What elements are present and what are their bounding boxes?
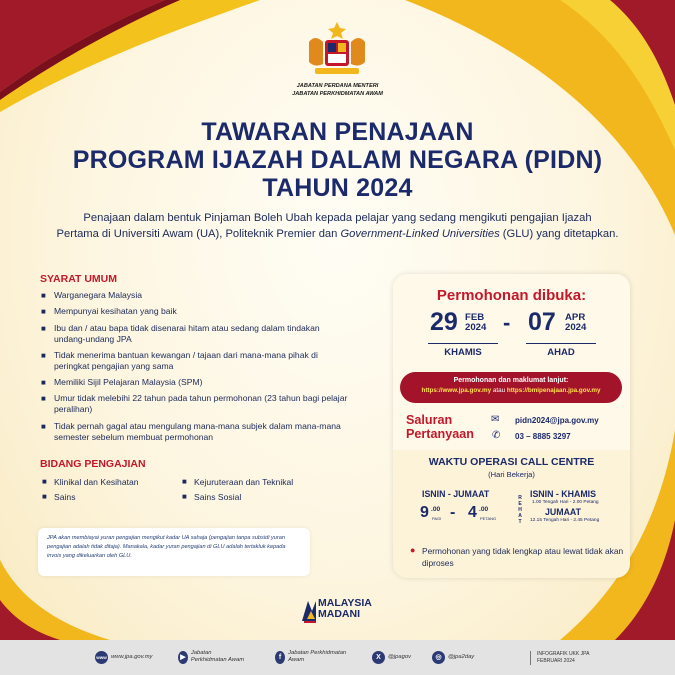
end-day: 07 <box>528 308 556 336</box>
youtube-icon: ▶ <box>178 651 188 664</box>
rehat-vertical-label: R E H A T <box>518 495 522 525</box>
coat-of-arms-logo <box>301 20 373 80</box>
list-item <box>40 393 350 415</box>
hours-dash: - <box>450 504 456 521</box>
checkbox-bullet-icon: ■ <box>41 307 46 317</box>
list-item <box>40 290 350 301</box>
checkbox-bullet-icon: ■ <box>182 492 187 501</box>
contact-phone[interactable]: 03 – 8885 3297 <box>515 432 571 441</box>
checkbox-bullet-icon: ■ <box>41 421 46 431</box>
intro-line-2-start: Pertama di Universiti Awam (UA), Politeknik Premier dan <box>56 228 341 240</box>
globe-icon: www <box>95 651 108 664</box>
end-hour-period: PETANG <box>480 516 497 521</box>
bidang-title: BIDANG PENGAJIAN <box>40 458 146 470</box>
facebook-icon: f <box>275 651 285 664</box>
checkbox-bullet-icon: ■ <box>41 323 46 333</box>
madani-line-2: MADANI <box>318 608 360 620</box>
start-year: 2024 <box>465 322 487 333</box>
checkbox-bullet-icon: ■ <box>41 291 46 300</box>
warning-bullet-icon: ● <box>410 545 416 555</box>
madani-wordmark <box>318 598 372 620</box>
intro-line-2-italic: Government-Linked Universities <box>340 228 500 240</box>
bmipenajaan-link[interactable]: https://bmipenajaan.jpa.gov.my <box>506 387 601 394</box>
infographic-credit <box>530 651 589 665</box>
bidang-item-text: Kejuruteraan dan Teknikal <box>194 477 294 487</box>
intro-line-1: Penajaan dalam bentuk Pinjaman Boleh Ubah kepada pelajar yang sedang mengikuti pengajian Ijazah <box>83 212 592 224</box>
syarat-title: SYARAT UMUM <box>40 273 118 285</box>
credit-line-2: FEBRUARI 2024 <box>537 658 575 664</box>
title-line-1: TAWARAN PENAJAAN <box>201 118 474 146</box>
checkbox-bullet-icon: ■ <box>41 394 46 404</box>
bidang-item <box>182 492 242 502</box>
end-year: 2024 <box>565 322 587 333</box>
fee-note: JPA akan membiayai yuran pengajian mengikut kadar UA sahaja (pengajian tanpa subsidi yuran pengajian adalah tidak ditaja). Manakala, kadar yuran pengajian di GLU adalah tertakluk kepada invois yang dikeluarkan oleh GLU. <box>38 528 310 576</box>
enquiry-channel-label <box>406 413 474 441</box>
footer-facebook-text: Jabatan Perkhidmatan Awam <box>288 650 347 663</box>
end-hour: 4 <box>468 504 477 521</box>
warning-text: Permohonan yang tidak lengkap atau lewat tidak akan diproses <box>422 546 624 568</box>
organisation-name <box>0 82 675 98</box>
info-link-banner <box>400 372 622 403</box>
start-dayname: KHAMIS <box>444 347 482 358</box>
mon-thu-break-time: 1.00 Tengah Hari - 2.00 Petang <box>532 500 599 505</box>
list-item <box>40 306 350 317</box>
call-centre-subtitle: (Hari Bekerja) <box>488 470 535 479</box>
list-item <box>40 323 350 345</box>
footer-instagram-text: @jpa2day <box>448 653 475 660</box>
syarat-item-text: Memiliki Sijil Pelajaran Malaysia (SPM) <box>54 377 203 388</box>
footer-youtube-link[interactable] <box>178 650 248 664</box>
bidang-item <box>42 492 76 502</box>
footer-instagram-link[interactable] <box>432 650 474 664</box>
syarat-item-text: Warganegara Malaysia <box>54 290 143 300</box>
org-line-2: JABATAN PERKHIDMATAN AWAM <box>292 91 383 97</box>
friday-break-time: 12.15 Tengah Hari - 2.45 Petang <box>530 518 600 523</box>
footer-website-link[interactable] <box>95 650 152 664</box>
syarat-list <box>40 290 350 448</box>
end-underline <box>526 343 596 344</box>
end-dayname: AHAD <box>547 347 575 358</box>
syarat-item-text: Umur tidak melebihi 22 tahun pada tahun permohonan (23 tahun bagi pelajar peralihan) <box>54 393 348 415</box>
mon-thu-break-header: ISNIN - KHAMIS <box>530 489 596 499</box>
list-item <box>40 377 350 388</box>
syarat-item-text: Mempunyai kesihatan yang baik <box>54 306 177 317</box>
bidang-item-text: Klinikal dan Kesihatan <box>54 477 139 487</box>
saluran-line-1: Saluran <box>406 413 453 427</box>
bidang-item-text: Sains <box>54 492 76 502</box>
date-range-dash: - <box>503 310 511 335</box>
footer-facebook-link[interactable] <box>275 650 347 664</box>
start-underline <box>428 343 498 344</box>
footer-website-text: www.jpa.gov.my <box>111 653 153 660</box>
end-month: APR <box>565 312 586 323</box>
application-open-heading: Permohonan dibuka: <box>436 287 587 304</box>
credit-line-1: INFOGRAFIK UKK JPA <box>537 651 590 657</box>
incomplete-warning <box>410 545 625 569</box>
footer-youtube-text: Jabatan Perkhidmatan Awam <box>190 650 245 663</box>
footer-x-link[interactable] <box>372 650 411 664</box>
weekday-hours-header: ISNIN - JUMAAT <box>422 489 490 499</box>
list-item <box>40 350 350 372</box>
checkbox-bullet-icon: ■ <box>42 477 47 486</box>
x-twitter-icon: X <box>372 651 385 664</box>
friday-break-header: JUMAAT <box>545 507 581 517</box>
link-urls <box>400 387 622 394</box>
syarat-item-text: Tidak pernah gagal atau mengulang mana-mana subjek dalam mana-mana semester sebelum membuat permohonan <box>54 420 341 442</box>
start-hour: 9 <box>420 504 429 521</box>
org-line-1: JABATAN PERDANA MENTERI <box>296 83 379 89</box>
email-icon: ✉ <box>491 414 500 425</box>
checkbox-bullet-icon: ■ <box>41 350 46 360</box>
page-title <box>0 118 675 202</box>
instagram-icon: ◎ <box>432 651 445 664</box>
end-hour-minutes: .00 <box>479 506 489 513</box>
start-day: 29 <box>430 308 458 336</box>
madani-line-1: MALAYSIA <box>318 597 372 609</box>
start-hour-period: PAGI <box>432 516 442 521</box>
syarat-item-text: Ibu dan / atau bapa tidak disenarai hitam atau sedang dalam tindakan undang-undang JPA <box>54 322 320 344</box>
title-line-2: PROGRAM IJAZAH DALAM NEGARA (PIDN) <box>72 146 603 174</box>
intro-line-2 <box>40 226 635 242</box>
syarat-item-text: Tidak menerima bantuan kewangan / tajaan dari mana-mana pihak di peringkat pengajian yang sama <box>54 349 318 371</box>
jpa-website-link[interactable]: https://www.jpa.gov.my <box>421 387 492 394</box>
start-hour-minutes: .00 <box>431 506 441 513</box>
intro-line-2-end: (GLU) yang ditetapkan. <box>499 228 619 240</box>
saluran-line-2: Pertanyaan <box>406 427 474 441</box>
intro-paragraph <box>40 210 635 242</box>
bidang-item <box>42 477 139 487</box>
start-month: FEB <box>465 312 485 323</box>
checkbox-bullet-icon: ■ <box>42 492 47 501</box>
bidang-item-text: Sains Sosial <box>194 492 242 502</box>
list-item <box>40 421 350 443</box>
bidang-item <box>182 477 294 487</box>
call-centre-title: WAKTU OPERASI CALL CENTRE <box>428 456 595 468</box>
checkbox-bullet-icon: ■ <box>182 477 187 486</box>
contact-email[interactable]: pidn2024@jpa.gov.my <box>515 416 599 425</box>
footer-x-text: @jpagov <box>388 653 411 660</box>
phone-icon: ✆ <box>492 430 501 441</box>
checkbox-bullet-icon: ■ <box>41 378 46 388</box>
end-month-year <box>565 313 586 333</box>
link-separator: atau <box>491 387 507 394</box>
title-line-3: TAHUN 2024 <box>262 174 413 202</box>
start-month-year <box>465 313 486 333</box>
link-title: Permohonan dan maklumat lanjut: <box>453 377 569 384</box>
